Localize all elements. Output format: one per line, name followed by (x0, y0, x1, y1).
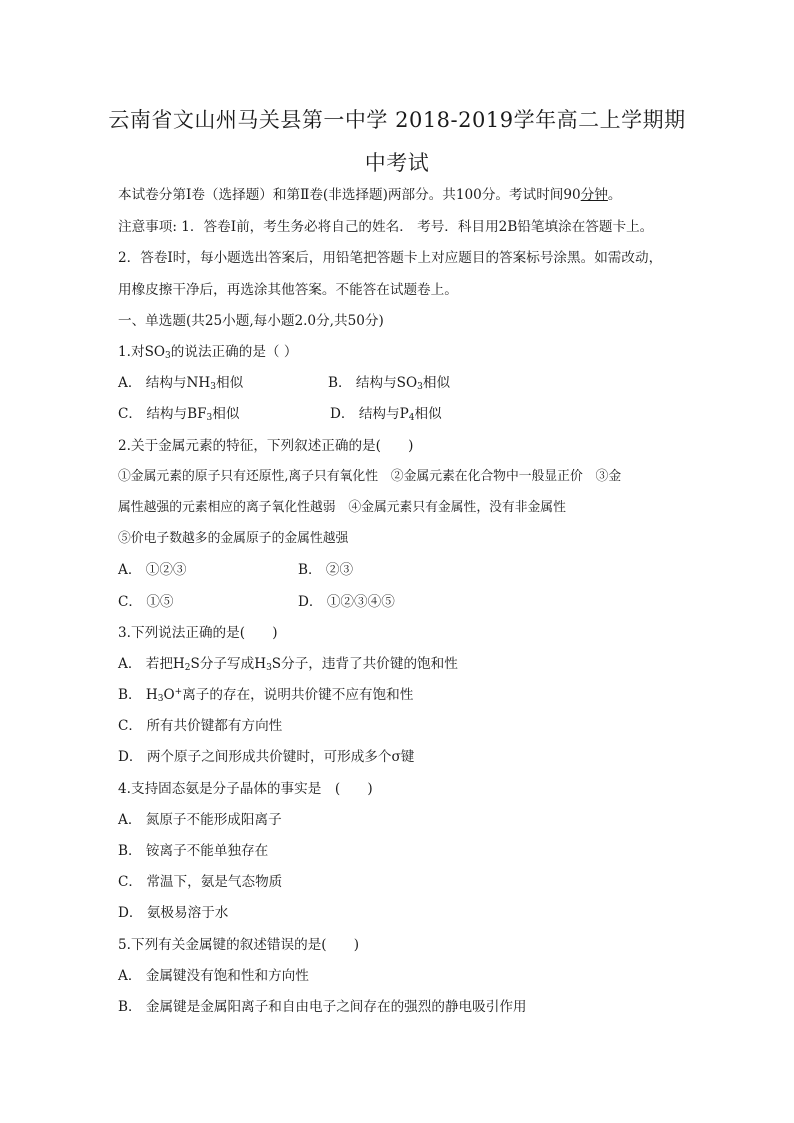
q3-b-sub: 3 (157, 694, 164, 704)
q5-option-a: A． 金属键没有饱和性和方向性 (118, 968, 309, 984)
q2-option-d: D． ①②③④⑤ (298, 594, 395, 610)
q2-option-b: B． ②③ (298, 562, 354, 578)
q4-option-b: B． 铵离子不能单独存在 (118, 843, 269, 859)
q3-a-text-end: S分子，违背了共价键的饱和性 (271, 656, 458, 672)
intro-text-end: 。 (607, 187, 622, 203)
q1-a-sub: 3 (210, 382, 216, 392)
question-4-stem: 4.支持固态氨是分子晶体的事实是 ( ) (118, 781, 373, 797)
question-1-stem (118, 343, 297, 361)
q3-option-d: D． 两个原子之间形成共价键时，可形成多个σ键 (118, 749, 415, 765)
q4-option-a: A． 氮原子不能形成阳离子 (118, 812, 282, 828)
q1-stem-text: 1.对SO (118, 344, 166, 360)
q5-option-b: B． 金属键是金属阳离子和自由电子之间存在的强烈的静电吸引作用 (118, 999, 527, 1015)
q2-statement-line-1: ①金属元素的原子只有还原性,离子只有氧化性 ②金属元素在化合物中一般显正价 ③金 (118, 469, 622, 484)
q1-b-text-end: 相似 (422, 375, 451, 391)
q3-b-text: B． H (118, 687, 158, 703)
q1-d-text-end: 相似 (414, 406, 442, 422)
intro-line (118, 186, 621, 204)
q3-a-text: A． 若把H (118, 656, 185, 672)
q1-c-text: C． 结构与BF (118, 406, 207, 422)
q1-b-text: B． 结构与SO (328, 375, 418, 391)
exam-title-line2: 中考试 (364, 151, 430, 175)
intro-underlined-text: 分钟 (580, 187, 608, 203)
q2-option-a: A． ①②③ (118, 562, 187, 578)
q3-a-sub-2: 3 (266, 663, 272, 673)
question-2-stem: 2.关于金属元素的特征，下列叙述正确的是( ) (118, 438, 414, 454)
q1-option-a (118, 374, 243, 392)
q3-b-sup: + (174, 687, 183, 697)
question-5-stem: 5.下列有关金属键的叙述错误的是( ) (118, 937, 360, 953)
notice-line-2: 2．答卷Ⅰ时，每小题选出答案后，用铅笔把答题卡上对应题目的答案标号涂黑。如需改动， (118, 250, 663, 266)
q1-a-text: A． 结构与NH (118, 375, 211, 391)
q3-option-c: C． 所有共价键都有方向性 (118, 718, 283, 734)
q1-b-sub: 3 (417, 382, 423, 392)
q1-option-b (328, 374, 450, 392)
question-3-stem: 3.下列说法正确的是( ) (118, 625, 278, 641)
q3-option-a (118, 655, 458, 673)
q1-stem-subscript: 3 (165, 351, 171, 361)
q1-stem-text-end: 的说法正确的是（ ） (170, 344, 298, 360)
intro-text: 本试卷分第Ⅰ卷（选择题）和第Ⅱ卷(非选择题)两部分。共100分。考试时间90 (118, 187, 581, 203)
q1-a-text-end: 相似 (216, 375, 244, 391)
q3-a-sub-1: 2 (184, 663, 191, 673)
q2-statement-line-3: ⑤价电子数越多的金属原子的金属性越强 (118, 531, 349, 546)
q1-d-sub: 4 (408, 413, 415, 423)
notice-line-3: 用橡皮擦干净后，再选涂其他答案。不能答在试题卷上。 (118, 282, 458, 298)
q1-c-text-end: 相似 (212, 406, 240, 422)
q1-d-text: D． 结构与P (330, 406, 409, 422)
q4-option-c: C． 常温下，氨是气态物质 (118, 874, 283, 890)
q3-b-text-end: 离子的存在，说明共价键不应有饱和性 (182, 687, 414, 703)
q3-b-text-mid: O (163, 687, 175, 703)
q2-statement-line-2: 属性越强的元素相应的离子氧化性越弱 ④金属元素只有金属性，没有非金属性 (118, 500, 566, 515)
exam-title-line1: 云南省文山州马关县第一中学 2018-2019学年高二上学期期 (108, 108, 686, 132)
q4-option-d: D． 氨极易溶于水 (118, 905, 229, 921)
q3-a-text-mid: S分子写成H (190, 656, 267, 672)
section-heading: 一、单选题(共25小题,每小题2.0分,共50分) (118, 313, 384, 329)
q1-c-sub: 3 (206, 413, 213, 423)
q3-option-b (118, 686, 413, 704)
notice-line-1: 注意事项: 1．答卷Ⅰ前，考生务必将自己的姓名． 考号．科目用2B铅笔填涂在答题卡上。 (118, 219, 654, 235)
q1-option-c (118, 405, 239, 423)
q2-option-c: C． ①⑤ (118, 594, 174, 610)
q1-option-d (330, 405, 442, 423)
